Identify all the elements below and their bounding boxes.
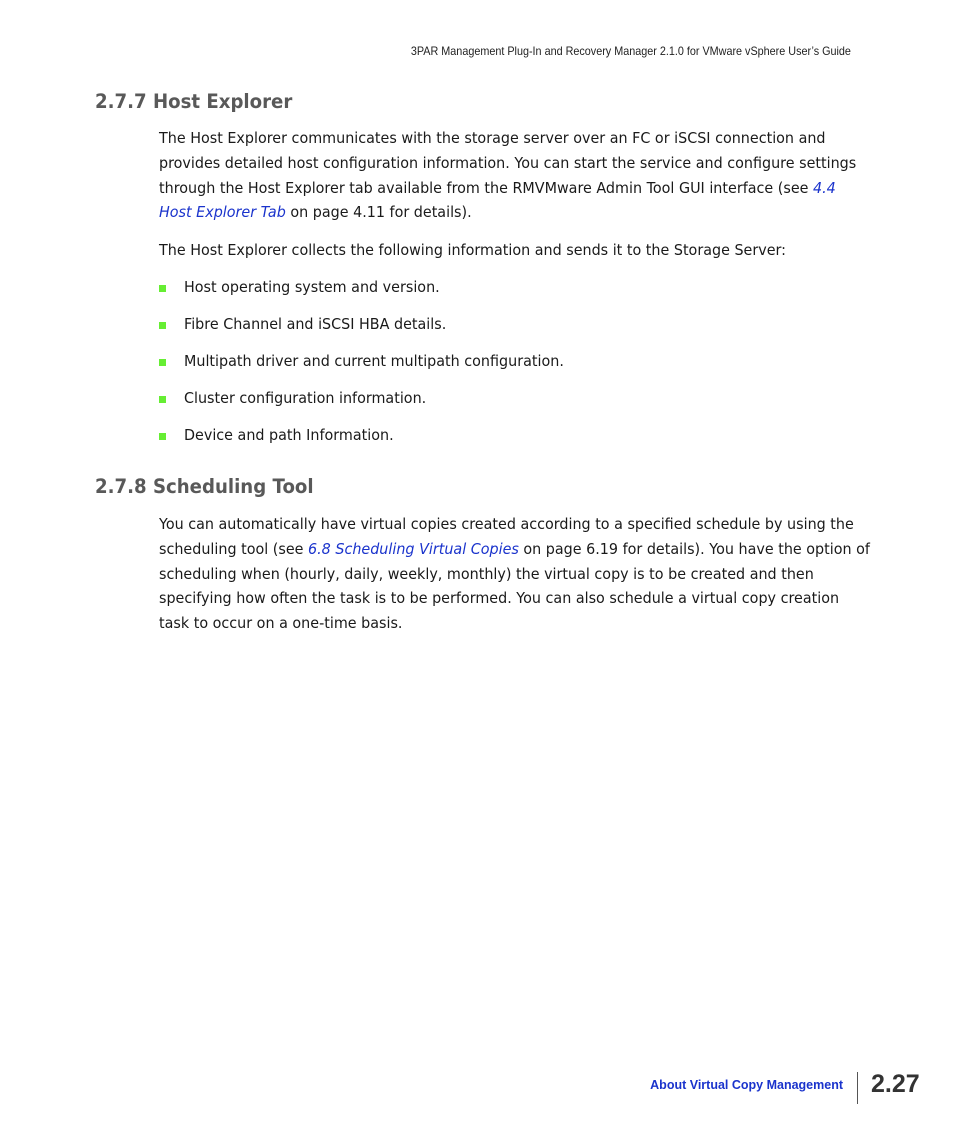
section-heading-scheduling-tool: 2.7.8 Scheduling Tool	[95, 475, 314, 498]
bullet-square-icon	[159, 396, 166, 403]
bullet-square-icon	[159, 285, 166, 292]
list-item-text: Multipath driver and current multipath configuration.	[184, 352, 564, 370]
footer-divider	[857, 1072, 858, 1104]
page-number: 2.27	[871, 1070, 920, 1098]
list-item-text: Device and path Information.	[184, 426, 394, 444]
footer-section-title: About Virtual Copy Management	[650, 1078, 843, 1092]
paragraph-text: You can automatically have virtual copies created according to a specified schedule by using the scheduling tool (see	[159, 515, 854, 558]
host-explorer-intro-paragraph	[159, 126, 870, 225]
scheduling-tool-paragraph	[159, 512, 870, 636]
bullet-square-icon	[159, 322, 166, 329]
bullet-square-icon	[159, 433, 166, 440]
running-header: 3PAR Management Plug-In and Recovery Manager 2.1.0 for VMware vSphere User’s Guide	[410, 44, 851, 58]
paragraph-text: on page 6.19 for details). You have the option of scheduling when (hourly, daily, weekly, monthly) the virtual copy is to be created and then specifying how often the task is to be performed. You can also schedule a virtual copy creation task to occur on a one-time basis.	[159, 539, 870, 633]
host-explorer-tab-link[interactable]: 4.4 Host Explorer Tab	[159, 178, 836, 222]
section-heading-host-explorer: 2.7.7 Host Explorer	[95, 90, 293, 113]
list-item-text: Host operating system and version.	[184, 278, 440, 296]
host-explorer-collects-paragraph: The Host Explorer collects the following information and sends it to the Storage Server:	[159, 241, 787, 259]
list-item-text: Cluster configuration information.	[184, 389, 427, 407]
scheduling-virtual-copies-link[interactable]: 6.8 Scheduling Virtual Copies	[308, 539, 519, 558]
paragraph-text: on page 4.11 for details).	[285, 203, 472, 222]
paragraph-text: The Host Explorer communicates with the storage server over an FC or iSCSI connection and provides detailed host configuration information. You can start the service and configure settings through the Host Explorer tab available from the RMVMware Admin Tool GUI interface (see	[159, 129, 857, 197]
bullet-square-icon	[159, 359, 166, 366]
list-item-text: Fibre Channel and iSCSI HBA details.	[184, 315, 447, 333]
